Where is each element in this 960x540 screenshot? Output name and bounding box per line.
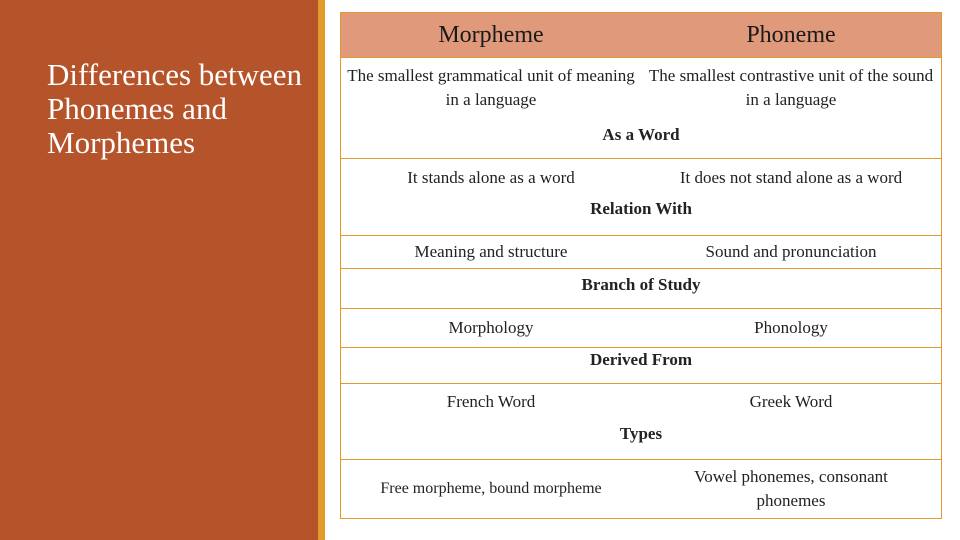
derived-from-morpheme: French Word <box>446 392 536 411</box>
as-a-word-morpheme: It stands alone as a word <box>407 168 575 187</box>
accent-stripe <box>318 0 325 540</box>
phoneme-definition: The smallest contrastive unit of the sound in a language <box>648 66 934 109</box>
relation-with-morpheme: Meaning and structure <box>414 242 568 261</box>
branch-of-study-row <box>341 309 941 348</box>
as-a-word-phoneme: It does not stand alone as a word <box>679 168 903 187</box>
types-phoneme: Vowel phonemes, consonant phonemes <box>694 467 888 510</box>
types-morpheme: Free morpheme, bound morpheme <box>380 480 602 497</box>
definition-row <box>341 57 941 119</box>
as-a-word-row <box>341 159 941 197</box>
slide-title: Differences between Phonemes and Morphemes <box>47 57 303 160</box>
branch-of-study-morpheme: Morphology <box>448 318 534 337</box>
types-row <box>341 460 941 518</box>
section-title-types: Types <box>341 421 941 460</box>
relation-with-row <box>341 236 941 269</box>
derived-from-phoneme: Greek Word <box>749 392 833 411</box>
morpheme-definition: The smallest grammatical unit of meaning in a language <box>347 66 635 109</box>
section-title-derived-from: Derived From <box>341 348 941 384</box>
section-title-relation-with: Relation With <box>341 197 941 236</box>
derived-from-row <box>341 384 941 420</box>
comparison-table <box>340 12 942 519</box>
table-header-row <box>341 13 941 58</box>
header-morpheme: Morpheme <box>438 22 544 48</box>
branch-of-study-phoneme: Phonology <box>754 318 828 337</box>
section-title-branch-of-study: Branch of Study <box>341 269 941 309</box>
header-phoneme: Phoneme <box>746 22 836 48</box>
relation-with-phoneme: Sound and pronunciation <box>705 242 877 261</box>
section-title-as-a-word: As a Word <box>341 123 941 159</box>
